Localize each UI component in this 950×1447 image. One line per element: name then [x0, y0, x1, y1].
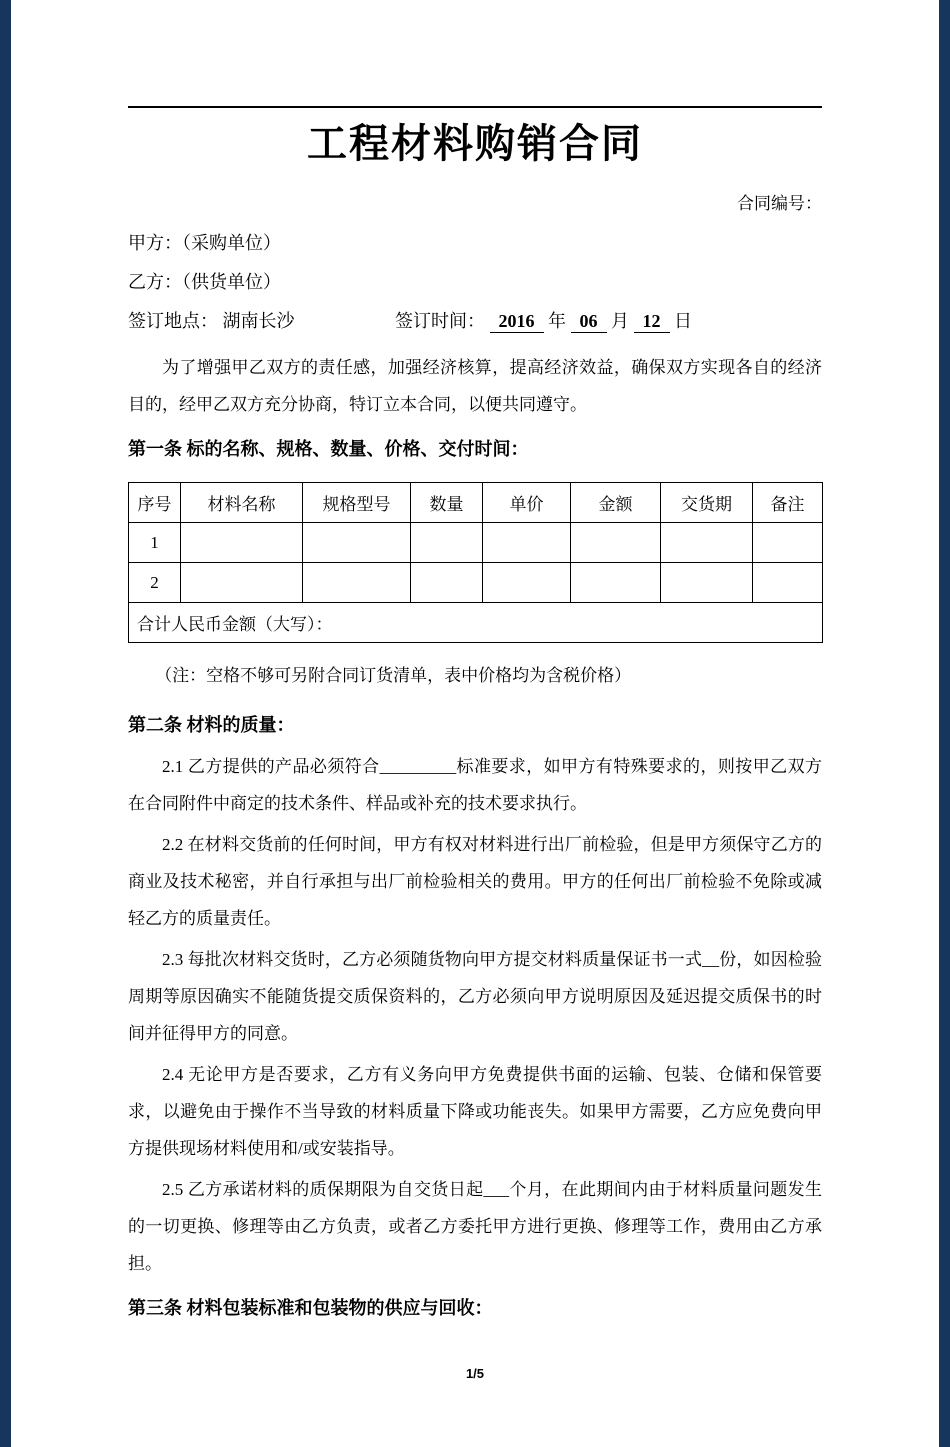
- sign-month-value: 06: [571, 310, 607, 333]
- sign-year-value: 2016: [490, 310, 544, 333]
- intro-paragraph: 为了增强甲乙双方的责任感，加强经济核算，提高经济效益，确保双方实现各自的经济目的，经甲乙双方充分协商，特订立本合同，以便共同遵守。: [128, 358, 822, 414]
- materials-table: [128, 482, 823, 643]
- col-header-amount: 金额: [571, 483, 661, 523]
- cell-quantity: [411, 523, 483, 563]
- party-a-line: 甲方：（采购单位）: [128, 233, 281, 253]
- col-header-spec-model: 规格型号: [303, 483, 411, 523]
- contract-number-label: 合同编号：: [737, 194, 822, 213]
- cell-spec-model: [303, 523, 411, 563]
- clause-2-4: 2.4 无论甲方是否要求，乙方有义务向甲方免费提供书面的运输、包装、仓储和保管要求，以避免由于操作不当导致的材料质量下降或功能丧失。如果甲方需要，乙方应免费向甲方提供现场材料使用和/或安装指导。: [128, 1065, 822, 1158]
- party-b-line: 乙方：（供货单位）: [128, 272, 281, 292]
- cell-amount: [571, 563, 661, 603]
- table-row: [129, 563, 823, 603]
- col-header-quantity: 数量: [411, 483, 483, 523]
- col-header-delivery-date: 交货期: [661, 483, 753, 523]
- sign-place-value: 湖南长沙: [222, 311, 295, 331]
- col-header-index: 序号: [129, 483, 181, 523]
- sign-day-value: 12: [634, 310, 670, 333]
- clause-2-5: 2.5 乙方承诺材料的质保期限为自交货日起___个月，在此期间内由于材料质量问题发生的一切更换、修理等由乙方负责，或者乙方委托甲方进行更换、修理等工作，费用由乙方承担。: [128, 1180, 822, 1273]
- document-page: [11, 0, 939, 1447]
- contract-number-line: [128, 192, 822, 216]
- sign-time-label: 签订时间：: [395, 311, 485, 331]
- table-row: [129, 523, 823, 563]
- cell-index: 2: [129, 563, 181, 603]
- article-2-heading: 第二条 材料的质量：: [128, 715, 295, 735]
- sign-place-label: 签订地点：: [128, 311, 218, 331]
- cell-spec-model: [303, 563, 411, 603]
- cell-delivery-date: [661, 563, 753, 603]
- spacer: [128, 691, 822, 699]
- cell-amount: [571, 523, 661, 563]
- col-header-unit-price: 单价: [483, 483, 571, 523]
- clause-2-2: 2.2 在材料交货前的任何时间，甲方有权对材料进行出厂前检验，但是甲方须保守乙方的商业及技术秘密，并自行承担与出厂前检验相关的费用。甲方的任何出厂前检验不免除或减轻乙方的质量责任。: [128, 835, 822, 928]
- table-note: （注：空格不够可另附合同订货清单，表中价格均为含税价格）: [155, 666, 632, 685]
- cell-remarks: [753, 523, 823, 563]
- clause-2-1: 2.1 乙方提供的产品必须符合_________标准要求，如甲方有特殊要求的，则按甲乙双方在合同附件中商定的技术条件、样品或补充的技术要求执行。: [128, 757, 822, 813]
- cell-remarks: [753, 563, 823, 603]
- document-title: 工程材料购销合同: [307, 122, 643, 166]
- cell-unit-price: [483, 523, 571, 563]
- header-rule: [128, 106, 822, 108]
- table-total-row: [129, 603, 823, 643]
- total-amount-label: 合计人民币金额（大写）：: [129, 603, 823, 643]
- table-header-row: [129, 483, 823, 523]
- cell-material-name: [181, 523, 303, 563]
- cell-index: 1: [129, 523, 181, 563]
- cell-delivery-date: [661, 523, 753, 563]
- cell-material-name: [181, 563, 303, 603]
- cell-quantity: [411, 563, 483, 603]
- page-number: 1/5: [465, 1366, 485, 1381]
- col-header-remarks: 备注: [753, 483, 823, 523]
- clause-2-3: 2.3 每批次材料交货时，乙方必须随货物向甲方提交材料质量保证书一式__份，如因检验周期等原因确实不能随货提交质保资料的，乙方必须向甲方说明原因及延迟提交质保书的时间并征得甲方的同意。: [128, 950, 822, 1043]
- article-3-heading: 第三条 材料包装标准和包装物的供应与回收：: [128, 1298, 493, 1318]
- article-1-heading: 第一条 标的名称、规格、数量、价格、交付时间：: [128, 439, 529, 459]
- sign-day-unit: 日: [674, 311, 692, 331]
- sign-year-unit: 年: [548, 311, 566, 331]
- sign-line: [128, 302, 822, 341]
- sign-month-unit: 月: [611, 311, 629, 331]
- cell-unit-price: [483, 563, 571, 603]
- col-header-material-name: 材料名称: [181, 483, 303, 523]
- party-section: [128, 224, 822, 341]
